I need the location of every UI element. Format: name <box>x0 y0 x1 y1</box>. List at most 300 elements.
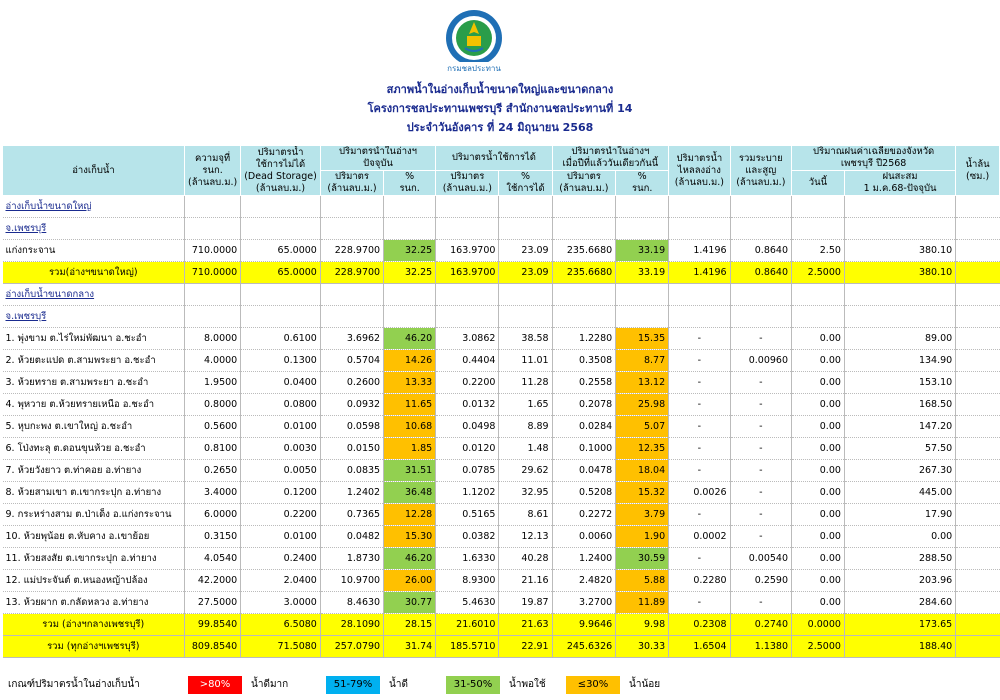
table-row <box>3 240 1000 262</box>
table-cell: 99.8540 <box>185 614 241 636</box>
table-cell: 235.6680 <box>552 240 616 262</box>
table-cell: 163.9700 <box>436 262 499 284</box>
reservoir-name: 11. ห้วยสงสัย ต.เขากระปุก อ.ท่ายาง <box>3 548 185 570</box>
table-cell: 0.7365 <box>320 504 383 526</box>
reservoir-name: 12. แม่ประจันต์ ต.หนองหญ้าปล้อง <box>3 570 185 592</box>
table-cell: 257.0790 <box>320 636 383 658</box>
table-cell <box>436 306 499 328</box>
table-cell: 0.00 <box>792 570 845 592</box>
table-cell: 0.5704 <box>320 350 383 372</box>
table-cell: 32.25 <box>384 262 436 284</box>
table-cell: 0.0800 <box>241 394 321 416</box>
table-cell <box>844 218 955 240</box>
table-cell <box>792 284 845 306</box>
table-cell: 445.00 <box>844 482 955 504</box>
section-row <box>3 218 1000 240</box>
table-cell <box>844 306 955 328</box>
reservoir-name: 10. ห้วยพุน้อย ต.หับคาง อ.เขาย้อย <box>3 526 185 548</box>
table-cell: 12.35 <box>616 438 669 460</box>
table-cell: 203.96 <box>844 570 955 592</box>
table-cell <box>792 196 845 218</box>
table-cell <box>185 306 241 328</box>
table-cell: - <box>730 504 791 526</box>
reservoir-name: รวม (ทุกอ่างฯเพชรบุรี) <box>3 636 185 658</box>
table-cell: 188.40 <box>844 636 955 658</box>
table-cell <box>956 636 1000 658</box>
table-cell: 1.65 <box>499 394 552 416</box>
table-cell <box>616 196 669 218</box>
table-cell: - <box>730 372 791 394</box>
reservoir-name: 4. พุหวาย ต.ห้วยทรายเหนือ อ.ชะอำ <box>3 394 185 416</box>
table-row <box>3 570 1000 592</box>
table-cell: 23.09 <box>499 262 552 284</box>
table-cell: 1.48 <box>499 438 552 460</box>
table-cell: 89.00 <box>844 328 955 350</box>
table-cell: - <box>730 394 791 416</box>
table-cell: 2.5000 <box>792 636 845 658</box>
table-cell: 1.6330 <box>436 548 499 570</box>
reservoir-name: 7. ห้วยวังยาว ต.ท่าคอย อ.ท่ายาง <box>3 460 185 482</box>
table-cell: 65.0000 <box>241 240 321 262</box>
table-cell <box>956 460 1000 482</box>
table-cell: 0.8640 <box>730 262 791 284</box>
logo-caption: กรมชลประทาน <box>447 64 501 73</box>
legend-text: น้ำดี <box>389 679 408 690</box>
table-cell: 65.0000 <box>241 262 321 284</box>
section-row <box>3 306 1000 328</box>
table-cell <box>956 350 1000 372</box>
reservoir-name: 9. กระหร่างสาม ต.ป่าเด็ง อ.แก่งกระจาน <box>3 504 185 526</box>
table-cell: 0.0120 <box>436 438 499 460</box>
table-cell <box>956 328 1000 350</box>
table-cell: 40.28 <box>499 548 552 570</box>
legend-label: เกณฑ์ปริมาตรน้ำในอ่างเก็บน้ำ <box>8 679 140 690</box>
table-cell <box>956 438 1000 460</box>
title-line-2: โครงการชลประทานเพชรบุรี สำนักงานชลประทานที่ 14 <box>367 102 633 115</box>
table-cell: 11.01 <box>499 350 552 372</box>
table-cell: 0.0132 <box>436 394 499 416</box>
table-cell <box>844 284 955 306</box>
table-cell: 0.0835 <box>320 460 383 482</box>
table-cell: 0.00540 <box>730 548 791 570</box>
section-label: จ.เพชรบุรี <box>3 218 185 240</box>
table-cell: 3.6962 <box>320 328 383 350</box>
table-cell: 1.2400 <box>552 548 616 570</box>
table-cell: 0.2400 <box>241 548 321 570</box>
table-cell: 11.65 <box>384 394 436 416</box>
table-cell: 0.2078 <box>552 394 616 416</box>
reservoir-table <box>2 145 1000 658</box>
table-cell <box>956 240 1000 262</box>
section-label: อ่างเก็บน้ำขนาดใหญ่ <box>3 196 185 218</box>
table-cell: 710.0000 <box>185 262 241 284</box>
table-cell <box>956 394 1000 416</box>
table-cell <box>436 196 499 218</box>
table-row <box>3 504 1000 526</box>
table-cell: 153.10 <box>844 372 955 394</box>
table-row <box>3 592 1000 614</box>
table-row <box>3 548 1000 570</box>
table-cell: 0.1300 <box>241 350 321 372</box>
table-cell: 0.00 <box>792 526 845 548</box>
table-cell: 380.10 <box>844 262 955 284</box>
table-cell: 0.0100 <box>241 416 321 438</box>
table-cell: - <box>669 592 730 614</box>
table-cell <box>185 196 241 218</box>
table-cell <box>320 218 383 240</box>
table-cell: 0.2600 <box>320 372 383 394</box>
summary-row <box>3 636 1000 658</box>
table-row <box>3 438 1000 460</box>
table-row <box>3 372 1000 394</box>
table-cell: 168.50 <box>844 394 955 416</box>
table-cell: 13.33 <box>384 372 436 394</box>
table-cell <box>669 196 730 218</box>
legend-swatch: >80% <box>188 676 242 694</box>
table-cell: - <box>730 438 791 460</box>
table-cell: 36.48 <box>384 482 436 504</box>
sub-rain-cumulative: ฝนสะสม 1 ม.ค.68-ปัจจุบัน <box>844 171 955 196</box>
table-cell <box>956 526 1000 548</box>
table-cell: 26.00 <box>384 570 436 592</box>
table-cell: - <box>669 372 730 394</box>
table-cell <box>384 218 436 240</box>
table-cell: 0.2200 <box>436 372 499 394</box>
table-cell <box>669 284 730 306</box>
table-cell <box>956 284 1000 306</box>
table-cell <box>956 548 1000 570</box>
table-cell: 0.00960 <box>730 350 791 372</box>
col-last-year: ปริมาตรน้ำในอ่างฯ เมื่อปีที่แล้ววันเดียวกันนี้ <box>552 146 669 171</box>
table-cell: 235.6680 <box>552 262 616 284</box>
table-cell: - <box>669 328 730 350</box>
table-cell <box>241 284 321 306</box>
table-cell: 0.6100 <box>241 328 321 350</box>
table-row <box>3 328 1000 350</box>
table-cell: 3.0862 <box>436 328 499 350</box>
table-cell: 31.51 <box>384 460 436 482</box>
table-row <box>3 526 1000 548</box>
table-cell <box>956 416 1000 438</box>
table-cell <box>552 196 616 218</box>
table-cell <box>730 284 791 306</box>
table-cell: - <box>669 548 730 570</box>
table-cell: 27.5000 <box>185 592 241 614</box>
table-cell: 1.2280 <box>552 328 616 350</box>
section-label: จ.เพชรบุรี <box>3 306 185 328</box>
table-cell: 29.62 <box>499 460 552 482</box>
table-cell: 6.0000 <box>185 504 241 526</box>
table-cell: 9.98 <box>616 614 669 636</box>
royal-irrigation-department-logo <box>443 8 505 74</box>
table-cell: 173.65 <box>844 614 955 636</box>
table-cell: 12.28 <box>384 504 436 526</box>
table-cell: 0.8100 <box>185 438 241 460</box>
table-row <box>3 350 1000 372</box>
table-cell: 2.5000 <box>792 262 845 284</box>
table-cell: 0.00 <box>844 526 955 548</box>
table-cell: 0.0382 <box>436 526 499 548</box>
table-cell <box>616 218 669 240</box>
table-cell: 134.90 <box>844 350 955 372</box>
table-cell: 1.4196 <box>669 262 730 284</box>
table-cell <box>956 262 1000 284</box>
table-cell: 1.1380 <box>730 636 791 658</box>
table-cell: 380.10 <box>844 240 955 262</box>
table-cell <box>436 218 499 240</box>
table-cell <box>552 284 616 306</box>
table-cell: 228.9700 <box>320 262 383 284</box>
table-cell: 1.1202 <box>436 482 499 504</box>
reservoir-name: 1. พุ่งขาม ต.ไร่ใหม่พัฒนา อ.ชะอำ <box>3 328 185 350</box>
table-cell: 0.0000 <box>792 614 845 636</box>
table-cell: 3.79 <box>616 504 669 526</box>
table-cell: 1.2402 <box>320 482 383 504</box>
table-cell <box>384 284 436 306</box>
table-cell: 21.16 <box>499 570 552 592</box>
table-cell: 6.5080 <box>241 614 321 636</box>
table-cell: - <box>730 460 791 482</box>
table-cell <box>956 482 1000 504</box>
legend-text: น้ำดีมาก <box>251 679 289 690</box>
table-cell: 4.0000 <box>185 350 241 372</box>
table-cell <box>241 218 321 240</box>
col-current: ปริมาตรน้ำในอ่างฯ ปัจจุบัน <box>320 146 435 171</box>
table-cell: 0.1200 <box>241 482 321 504</box>
col-overflow: น้ำล้น (ซม.) <box>956 146 1000 196</box>
table-cell: 0.2200 <box>241 504 321 526</box>
table-cell <box>792 306 845 328</box>
table-row <box>3 460 1000 482</box>
table-cell <box>499 284 552 306</box>
table-cell <box>956 218 1000 240</box>
col-capacity: ความจุที่ รนก. (ล้านลบ.ม.) <box>185 146 241 196</box>
section-row <box>3 284 1000 306</box>
col-inflow: ปริมาตรน้ำ ไหลลงอ่าง (ล้านลบ.ม.) <box>669 146 730 196</box>
table-cell: 0.0150 <box>320 438 383 460</box>
table-cell: 28.1090 <box>320 614 383 636</box>
sub-lastyear-pct: % รนก. <box>616 171 669 196</box>
table-cell: 0.0932 <box>320 394 383 416</box>
table-cell: 2.4820 <box>552 570 616 592</box>
reservoir-name: รวม(อ่างฯขนาดใหญ่) <box>3 262 185 284</box>
table-cell: 13.12 <box>616 372 669 394</box>
table-cell: 1.90 <box>616 526 669 548</box>
table-cell <box>320 284 383 306</box>
reservoir-name: 8. ห้วยสามเขา ต.เขากระปุก อ.ท่ายาง <box>3 482 185 504</box>
table-cell: 0.2558 <box>552 372 616 394</box>
table-cell: 228.9700 <box>320 240 383 262</box>
table-cell: 15.32 <box>616 482 669 504</box>
table-cell: 22.91 <box>499 636 552 658</box>
table-cell: 809.8540 <box>185 636 241 658</box>
table-cell: 11.28 <box>499 372 552 394</box>
table-cell: 0.0100 <box>241 526 321 548</box>
sub-usable-volume: ปริมาตร (ล้านลบ.ม.) <box>436 171 499 196</box>
table-cell <box>669 218 730 240</box>
table-cell <box>956 372 1000 394</box>
table-cell <box>241 196 321 218</box>
table-cell: - <box>730 526 791 548</box>
table-cell: 21.63 <box>499 614 552 636</box>
table-cell: 0.3150 <box>185 526 241 548</box>
sub-current-pct: % รนก. <box>384 171 436 196</box>
table-cell: 0.0482 <box>320 526 383 548</box>
table-cell: 33.19 <box>616 240 669 262</box>
sub-usable-pct: % ใช้การได้ <box>499 171 552 196</box>
table-cell <box>730 196 791 218</box>
table-cell <box>241 306 321 328</box>
table-cell: 30.59 <box>616 548 669 570</box>
table-cell: 8.9300 <box>436 570 499 592</box>
table-cell: 0.00 <box>792 482 845 504</box>
table-cell <box>956 504 1000 526</box>
table-cell: 163.9700 <box>436 240 499 262</box>
table-cell: 3.0000 <box>241 592 321 614</box>
table-cell <box>730 306 791 328</box>
table-cell: - <box>730 328 791 350</box>
table-cell: 0.0400 <box>241 372 321 394</box>
table-cell: 0.8640 <box>730 240 791 262</box>
table-cell <box>956 196 1000 218</box>
table-cell: 288.50 <box>844 548 955 570</box>
table-cell <box>616 284 669 306</box>
table-cell: 0.0478 <box>552 460 616 482</box>
table-cell: 0.0785 <box>436 460 499 482</box>
table-cell: 0.2280 <box>669 570 730 592</box>
table-cell <box>844 196 955 218</box>
legend-text: น้ำพอใช้ <box>509 679 546 690</box>
table-cell: 0.0050 <box>241 460 321 482</box>
table-cell: 33.19 <box>616 262 669 284</box>
table-cell: - <box>669 438 730 460</box>
reservoir-name: รวม (อ่างฯกลางเพชรบุรี) <box>3 614 185 636</box>
report-titles <box>0 80 1000 137</box>
table-cell: 5.07 <box>616 416 669 438</box>
table-cell: 1.6504 <box>669 636 730 658</box>
table-cell: 0.0026 <box>669 482 730 504</box>
table-cell: 30.77 <box>384 592 436 614</box>
table-cell: 21.6010 <box>436 614 499 636</box>
table-cell: 1.85 <box>384 438 436 460</box>
table-cell: 46.20 <box>384 548 436 570</box>
table-cell: 10.9700 <box>320 570 383 592</box>
table-cell: - <box>669 504 730 526</box>
table-cell: 0.5208 <box>552 482 616 504</box>
table-cell <box>730 218 791 240</box>
table-cell: 42.2000 <box>185 570 241 592</box>
table-cell: 5.88 <box>616 570 669 592</box>
table-cell: - <box>669 460 730 482</box>
table-cell: 18.04 <box>616 460 669 482</box>
table-cell: 0.0598 <box>320 416 383 438</box>
reservoir-name: 2. ห้วยตะแปด ต.สามพระยา อ.ชะอำ <box>3 350 185 372</box>
legend-text: น้ำน้อย <box>629 679 661 690</box>
table-cell: 0.00 <box>792 548 845 570</box>
table-cell: 0.00 <box>792 350 845 372</box>
reservoir-name: 5. หุบกะพง ต.เขาใหญ่ อ.ชะอำ <box>3 416 185 438</box>
table-cell: 32.95 <box>499 482 552 504</box>
table-cell: 32.25 <box>384 240 436 262</box>
table-cell: 2.0400 <box>241 570 321 592</box>
table-cell: 0.2590 <box>730 570 791 592</box>
table-cell: 267.30 <box>844 460 955 482</box>
table-cell <box>436 284 499 306</box>
col-dead-storage: ปริมาตรน้ำ ใช้การไม่ได้ (Dead Storage) (ล้านลบ.ม.) <box>241 146 321 196</box>
reservoir-name: แก่งกระจาน <box>3 240 185 262</box>
table-cell: - <box>730 592 791 614</box>
table-cell: 46.20 <box>384 328 436 350</box>
table-cell: 185.5710 <box>436 636 499 658</box>
table-cell: 0.00 <box>792 460 845 482</box>
table-cell <box>499 196 552 218</box>
table-cell: 0.00 <box>792 328 845 350</box>
table-cell: 3.2700 <box>552 592 616 614</box>
table-cell: 245.6326 <box>552 636 616 658</box>
table-cell: 19.87 <box>499 592 552 614</box>
table-cell <box>552 218 616 240</box>
legend-swatch: 51-79% <box>326 676 380 694</box>
table-cell: 38.58 <box>499 328 552 350</box>
table-cell: 0.0060 <box>552 526 616 548</box>
table-cell: 23.09 <box>499 240 552 262</box>
table-cell: - <box>669 416 730 438</box>
col-usable: ปริมาตรน้ำใช้การได้ <box>436 146 552 171</box>
table-cell <box>552 306 616 328</box>
table-cell: 17.90 <box>844 504 955 526</box>
table-cell: 0.5165 <box>436 504 499 526</box>
table-cell <box>956 592 1000 614</box>
table-cell: 71.5080 <box>241 636 321 658</box>
table-row <box>3 394 1000 416</box>
table-cell: 0.0498 <box>436 416 499 438</box>
table-cell: 8.77 <box>616 350 669 372</box>
table-cell: - <box>730 416 791 438</box>
reservoir-name: 6. โป่งทะลุ ต.ดอนขุนห้วย อ.ชะอำ <box>3 438 185 460</box>
summary-row <box>3 262 1000 284</box>
table-cell: 4.0540 <box>185 548 241 570</box>
table-cell: 0.0284 <box>552 416 616 438</box>
table-cell: 57.50 <box>844 438 955 460</box>
title-line-3: ประจำวันอังคาร ที่ 24 มิถุนายน 2568 <box>406 121 594 134</box>
table-cell <box>499 306 552 328</box>
table-cell: 8.0000 <box>185 328 241 350</box>
table-cell <box>320 196 383 218</box>
table-cell: 0.2650 <box>185 460 241 482</box>
legend-swatch: 31-50% <box>446 676 500 694</box>
table-cell: 28.15 <box>384 614 436 636</box>
reservoir-name: 13. ห้วยผาก ต.กลัดหลวง อ.ท่ายาง <box>3 592 185 614</box>
table-cell: 8.89 <box>499 416 552 438</box>
table-cell: 5.4630 <box>436 592 499 614</box>
table-row <box>3 416 1000 438</box>
table-cell: 710.0000 <box>185 240 241 262</box>
legend-swatch: ≤30% <box>566 676 620 694</box>
table-cell: 0.0030 <box>241 438 321 460</box>
table-cell: 1.4196 <box>669 240 730 262</box>
table-cell: 0.00 <box>792 504 845 526</box>
table-cell: 3.4000 <box>185 482 241 504</box>
table-cell <box>320 306 383 328</box>
table-body <box>3 196 1000 658</box>
table-cell: 0.00 <box>792 394 845 416</box>
table-cell: 10.68 <box>384 416 436 438</box>
table-cell <box>384 306 436 328</box>
table-cell: 0.5600 <box>185 416 241 438</box>
table-cell: 0.2308 <box>669 614 730 636</box>
table-cell: 0.1000 <box>552 438 616 460</box>
table-cell: 0.00 <box>792 438 845 460</box>
